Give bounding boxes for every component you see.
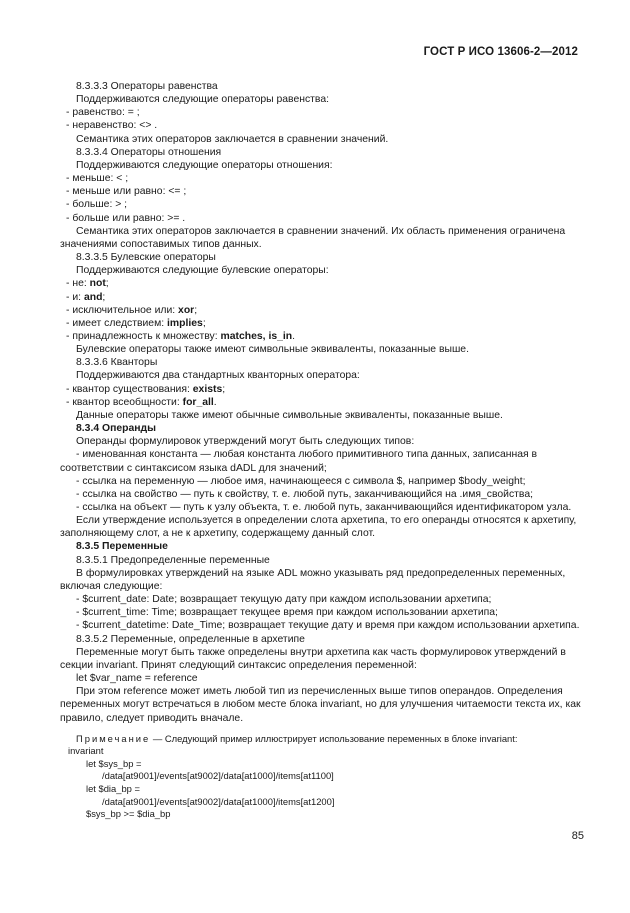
note-text: — Следующий пример иллюстрирует использование переменных в блоке invariant: xyxy=(150,732,518,744)
paragraph: Поддерживаются следующие операторы равенства: xyxy=(76,94,330,106)
section-heading: 8.3.4 Операнды xyxy=(76,423,157,435)
list-item: - $current_date: Date; возвращает текущую дату при каждом использовании архетипа; xyxy=(76,594,492,606)
section-heading: 8.3.5 Переменные xyxy=(76,541,168,553)
list-item: - больше или равно: >= . xyxy=(66,212,186,224)
paragraph: Поддерживаются следующие булевские операторы: xyxy=(76,265,329,277)
list-item: - равенство: = ; xyxy=(66,107,140,119)
subsection-heading: 8.3.3.3 Операторы равенства xyxy=(76,81,218,92)
paragraph: Переменные могут быть также определены внутри архетипа как часть формулировок утверждений в секции invariant. Принят следующий синтаксис определения переменной: xyxy=(60,646,566,671)
code-line: invariant xyxy=(68,745,104,757)
subsection-heading: 8.3.5.2 Переменные, определенные в архетипе xyxy=(76,633,305,645)
syntax-line: let $var_name = reference xyxy=(76,673,198,685)
subsection-heading: 8.3.3.5 Булевские операторы xyxy=(76,252,216,264)
code-line: /data[at9001]/events[at9002]/data[at1000]/items[at1200] xyxy=(102,795,335,807)
list-item: - квантор существования: exists; xyxy=(66,383,226,395)
note-label: Примечание xyxy=(76,732,151,744)
paragraph: Булевские операторы также имеют символьные эквиваленты, показанные выше. xyxy=(76,344,469,356)
subsection-heading: 8.3.5.1 Предопределенные переменные xyxy=(76,554,270,566)
code-line: let $dia_bp = xyxy=(86,783,140,795)
document-header: ГОСТ Р ИСО 13606-2—2012 xyxy=(423,46,578,58)
page-number: 85 xyxy=(571,830,584,842)
list-item: - ссылка на свойство — путь к свойству, т. е. любой путь, заканчивающийся на .имя_свойства; xyxy=(76,488,533,500)
list-item: - и: and; xyxy=(66,291,106,303)
list-item: - неравенство: <> . xyxy=(66,120,158,132)
list-item: - ссылка на переменную — любое имя, начинающееся с символа $, например $body_weight; xyxy=(76,475,526,487)
paragraph: Поддерживаются следующие операторы отношения: xyxy=(76,159,333,171)
list-item: - квантор всеобщности: for_all. xyxy=(66,396,217,408)
paragraph: При этом reference может иметь любой тип из перечисленных выше типов операндов. Определения переменных могут встречаться в любом месте блока invariant, но для улучшения читаемости текста их, как правило, следует приводить вначале. xyxy=(60,686,581,724)
list-item: - меньше или равно: <= ; xyxy=(66,186,187,198)
paragraph: Поддерживаются два стандартных кванторных оператора: xyxy=(76,370,360,382)
code-line: let $sys_bp = xyxy=(86,757,142,769)
list-item: - больше: > ; xyxy=(66,199,128,211)
list-item: - имеет следствием: implies; xyxy=(66,317,206,329)
list-item: - принадлежность к множеству: matches, is_in. xyxy=(66,330,296,342)
paragraph: Операнды формулировок утверждений могут быть следующих типов: xyxy=(76,436,415,448)
paragraph: В формулировках утверждений на языке ADL можно указывать ряд предопределенных переменных, включая следующие: xyxy=(60,567,566,592)
list-item: - именованная константа — любая константа любого примитивного типа данных, записанная в соответствии с синтаксисом языка dADL для значений; xyxy=(60,449,538,474)
page-body xyxy=(60,80,584,821)
paragraph: Если утверждение используется в определении слота архетипа, то его операнды относятся к архетипу, заполняющему слот, а не к архетипу, содержащему данный слот. xyxy=(60,515,577,540)
paragraph: Семантика этих операторов заключается в сравнении значений. xyxy=(76,133,389,145)
subsection-heading: 8.3.3.4 Операторы отношения xyxy=(76,146,222,158)
list-item: - меньше: < ; xyxy=(66,173,129,185)
list-item: - $current_datetime: Date_Time; возвращает текущие дату и время при каждом использовании архетипа. xyxy=(76,620,580,632)
list-item: - $current_time: Time; возвращает текущее время при каждом использовании архетипа; xyxy=(76,607,498,619)
subsection-heading: 8.3.3.6 Кванторы xyxy=(76,357,158,369)
list-item: - не: not; xyxy=(66,278,109,290)
paragraph: Данные операторы также имеют обычные символьные эквиваленты, показанные выше. xyxy=(76,409,503,421)
list-item: - исключительное или: xor; xyxy=(66,304,198,316)
code-line: /data[at9001]/events[at9002]/data[at1000]/items[at1100] xyxy=(102,770,334,782)
code-line: $sys_bp >= $dia_bp xyxy=(86,808,171,820)
list-item: - ссылка на объект — путь к узлу объекта, т. е. любой путь, заканчивающийся идентификатором узла. xyxy=(76,502,572,513)
note xyxy=(60,733,584,746)
paragraph: Семантика этих операторов заключается в сравнении значений. Их область применения ограничена значениями сопоставимых типов данных. xyxy=(60,225,566,250)
